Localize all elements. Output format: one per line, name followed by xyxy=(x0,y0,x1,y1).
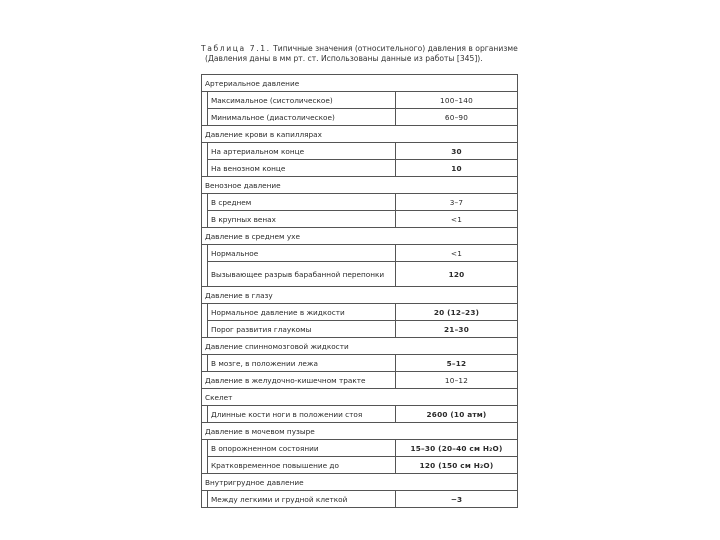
row-value: 120 xyxy=(396,262,518,287)
row-label: Вызывающее разрыв барабанной перепонки xyxy=(208,262,396,287)
table-row xyxy=(202,109,518,126)
row-value: 100–140 xyxy=(396,92,518,109)
row-label: Порог развития глаукомы xyxy=(208,321,396,338)
row-label: Нормальное давление в жидкости xyxy=(208,304,396,321)
section-header-row xyxy=(202,389,518,406)
row-value: 3–7 xyxy=(396,194,518,211)
row-label: Между легкими и грудной клеткой xyxy=(208,491,396,508)
row-value: 120 (150 см H₂O) xyxy=(396,457,518,474)
row-value: 60–90 xyxy=(396,109,518,126)
table-row xyxy=(202,160,518,177)
section-value: 10–12 xyxy=(396,372,518,389)
row-label: На артериальном конце xyxy=(208,143,396,160)
section-header-row xyxy=(202,287,518,304)
section-header-row xyxy=(202,423,518,440)
row-label: В мозге, в положении лежа xyxy=(208,355,396,372)
section-title: Скелет xyxy=(202,389,518,406)
row-label: Минимальное (диастолическое) xyxy=(208,109,396,126)
table-row xyxy=(202,211,518,228)
row-label: В опорожненном состоянии xyxy=(208,440,396,457)
section-header-row xyxy=(202,372,518,389)
table-row xyxy=(202,304,518,321)
section-title: Давление в желудочно-кишечном тракте xyxy=(202,372,396,389)
row-label: Максимальное (систолическое) xyxy=(208,92,396,109)
table-row xyxy=(202,355,518,372)
section-title: Артериальное давление xyxy=(202,75,518,92)
row-label: На венозном конце xyxy=(208,160,396,177)
table-row xyxy=(202,143,518,160)
caption-title: Типичные значения (относительного) давления в организме xyxy=(273,44,518,53)
document-page xyxy=(201,44,517,508)
section-header-row xyxy=(202,228,518,245)
table-row xyxy=(202,321,518,338)
section-title: Венозное давление xyxy=(202,177,518,194)
table-caption xyxy=(201,44,517,64)
table-row xyxy=(202,194,518,211)
row-value: 5–12 xyxy=(396,355,518,372)
pressure-table-body xyxy=(202,75,518,508)
row-value: 2600 (10 атм) xyxy=(396,406,518,423)
table-row xyxy=(202,245,518,262)
row-value: 10 xyxy=(396,160,518,177)
row-label: В среднем xyxy=(208,194,396,211)
table-row xyxy=(202,491,518,508)
row-value: 21–30 xyxy=(396,321,518,338)
section-header-row xyxy=(202,75,518,92)
row-label: Длинные кости ноги в положении стоя xyxy=(208,406,396,423)
row-value: −3 xyxy=(396,491,518,508)
section-header-row xyxy=(202,126,518,143)
row-label: Нормальное xyxy=(208,245,396,262)
row-label: В крупных венах xyxy=(208,211,396,228)
section-title: Давление в среднем ухе xyxy=(202,228,518,245)
table-row xyxy=(202,406,518,423)
table-row xyxy=(202,262,518,287)
section-header-row xyxy=(202,177,518,194)
section-title: Давление в глазу xyxy=(202,287,518,304)
row-value: <1 xyxy=(396,211,518,228)
section-header-row xyxy=(202,474,518,491)
table-row xyxy=(202,440,518,457)
row-value: 30 xyxy=(396,143,518,160)
pressure-table xyxy=(201,74,518,508)
section-title: Давление в мочевом пузыре xyxy=(202,423,518,440)
section-title: Давление крови в капиллярах xyxy=(202,126,518,143)
caption-label: Таблица 7.1. xyxy=(201,44,271,53)
section-title: Внутригрудное давление xyxy=(202,474,518,491)
row-value: <1 xyxy=(396,245,518,262)
table-row xyxy=(202,92,518,109)
section-title: Давление спинномозговой жидкости xyxy=(202,338,518,355)
table-row xyxy=(202,457,518,474)
row-label: Кратковременное повышение до xyxy=(208,457,396,474)
row-value: 15–30 (20–40 см H₂O) xyxy=(396,440,518,457)
section-header-row xyxy=(202,338,518,355)
caption-note: (Давления даны в мм рт. ст. Использованы данные из работы [345]). xyxy=(205,54,483,63)
row-value: 20 (12–23) xyxy=(396,304,518,321)
